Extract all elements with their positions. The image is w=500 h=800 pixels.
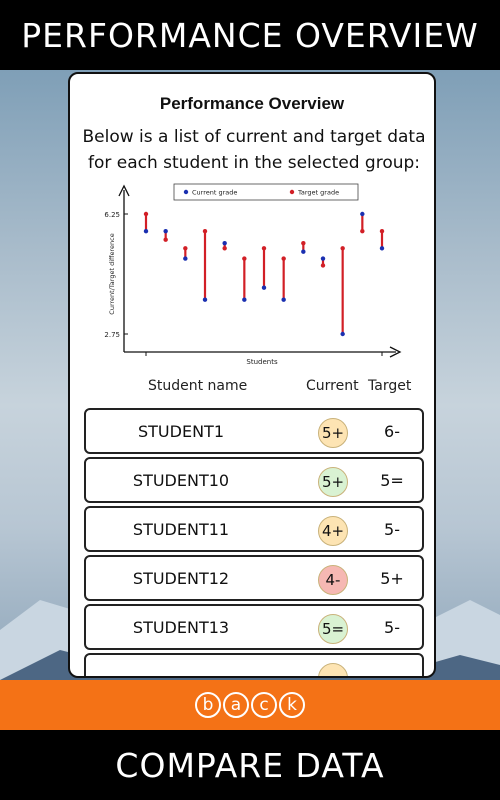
current-point xyxy=(242,298,246,302)
student-list xyxy=(84,408,424,678)
back-letter-k: k xyxy=(279,692,305,718)
target-point xyxy=(301,241,305,245)
legend-marker xyxy=(184,190,188,194)
current-point xyxy=(360,212,364,216)
back-letter-b: b xyxy=(195,692,221,718)
current-grade-badge: 5+ xyxy=(318,418,348,448)
target-point xyxy=(183,246,187,250)
target-point xyxy=(242,256,246,260)
current-point xyxy=(183,256,187,260)
panel-description: Below is a list of current and target data for each student in the selected group: xyxy=(82,127,426,173)
y-tick-label: 6.25 xyxy=(104,211,120,219)
student-name: STUDENT10 xyxy=(132,471,230,490)
legend-label: Target grade xyxy=(298,188,340,197)
target-point xyxy=(222,246,226,250)
current-point xyxy=(301,250,305,254)
current-point xyxy=(340,332,344,336)
panel-title: Performance Overview xyxy=(159,94,345,113)
current-point xyxy=(321,256,325,260)
header-current: Current xyxy=(306,378,359,394)
back-button[interactable] xyxy=(0,680,500,730)
target-point xyxy=(203,229,207,233)
target-point xyxy=(340,246,344,250)
student-row[interactable] xyxy=(84,408,424,454)
student-name: STUDENT11 xyxy=(132,520,230,539)
target-point xyxy=(163,238,167,242)
current-grade-badge: 4- xyxy=(318,565,348,595)
target-point xyxy=(262,246,266,250)
target-point xyxy=(281,256,285,260)
performance-panel xyxy=(68,72,436,678)
target-point xyxy=(321,263,325,267)
current-grade-badge: 4+ xyxy=(318,516,348,546)
performance-chart xyxy=(100,182,406,368)
y-tick-label: 2.75 xyxy=(104,331,120,339)
target-grade: 5+ xyxy=(380,569,404,588)
target-grade: 5- xyxy=(384,520,400,539)
student-row[interactable] xyxy=(84,604,424,650)
student-row[interactable] xyxy=(84,653,424,678)
student-row[interactable] xyxy=(84,457,424,503)
current-point xyxy=(380,246,384,250)
x-axis-label: Students xyxy=(246,358,278,366)
current-point xyxy=(281,298,285,302)
back-letter-c: c xyxy=(251,692,277,718)
current-point xyxy=(203,298,207,302)
legend-marker xyxy=(290,190,294,194)
legend-label: Current grade xyxy=(192,188,238,197)
student-name: STUDENT13 xyxy=(132,618,230,637)
current-grade-badge xyxy=(318,663,348,678)
current-point xyxy=(163,229,167,233)
header-target: Target xyxy=(368,378,412,394)
target-grade: 5- xyxy=(384,618,400,637)
current-point xyxy=(222,241,226,245)
table-header xyxy=(70,378,434,398)
target-grade: 6- xyxy=(384,422,400,441)
target-point xyxy=(360,229,364,233)
current-grade-badge: 5+ xyxy=(318,467,348,497)
y-axis-label: Current/Target difference xyxy=(108,233,116,315)
top-banner xyxy=(0,0,500,70)
current-grade-badge: 5= xyxy=(318,614,348,644)
student-row[interactable] xyxy=(84,555,424,601)
header-student-name: Student name xyxy=(148,378,248,394)
current-point xyxy=(262,286,266,290)
bottom-banner-title: COMPARE DATA xyxy=(115,745,385,785)
current-point xyxy=(144,229,148,233)
bottom-banner xyxy=(0,730,500,800)
top-banner-title: PERFORMANCE OVERVIEW xyxy=(21,15,479,55)
student-name: STUDENT1 xyxy=(138,422,224,441)
student-row[interactable] xyxy=(84,506,424,552)
student-name: STUDENT12 xyxy=(132,569,230,588)
target-point xyxy=(380,229,384,233)
back-letter-a: a xyxy=(223,692,249,718)
target-grade: 5= xyxy=(380,471,404,490)
target-point xyxy=(144,212,148,216)
